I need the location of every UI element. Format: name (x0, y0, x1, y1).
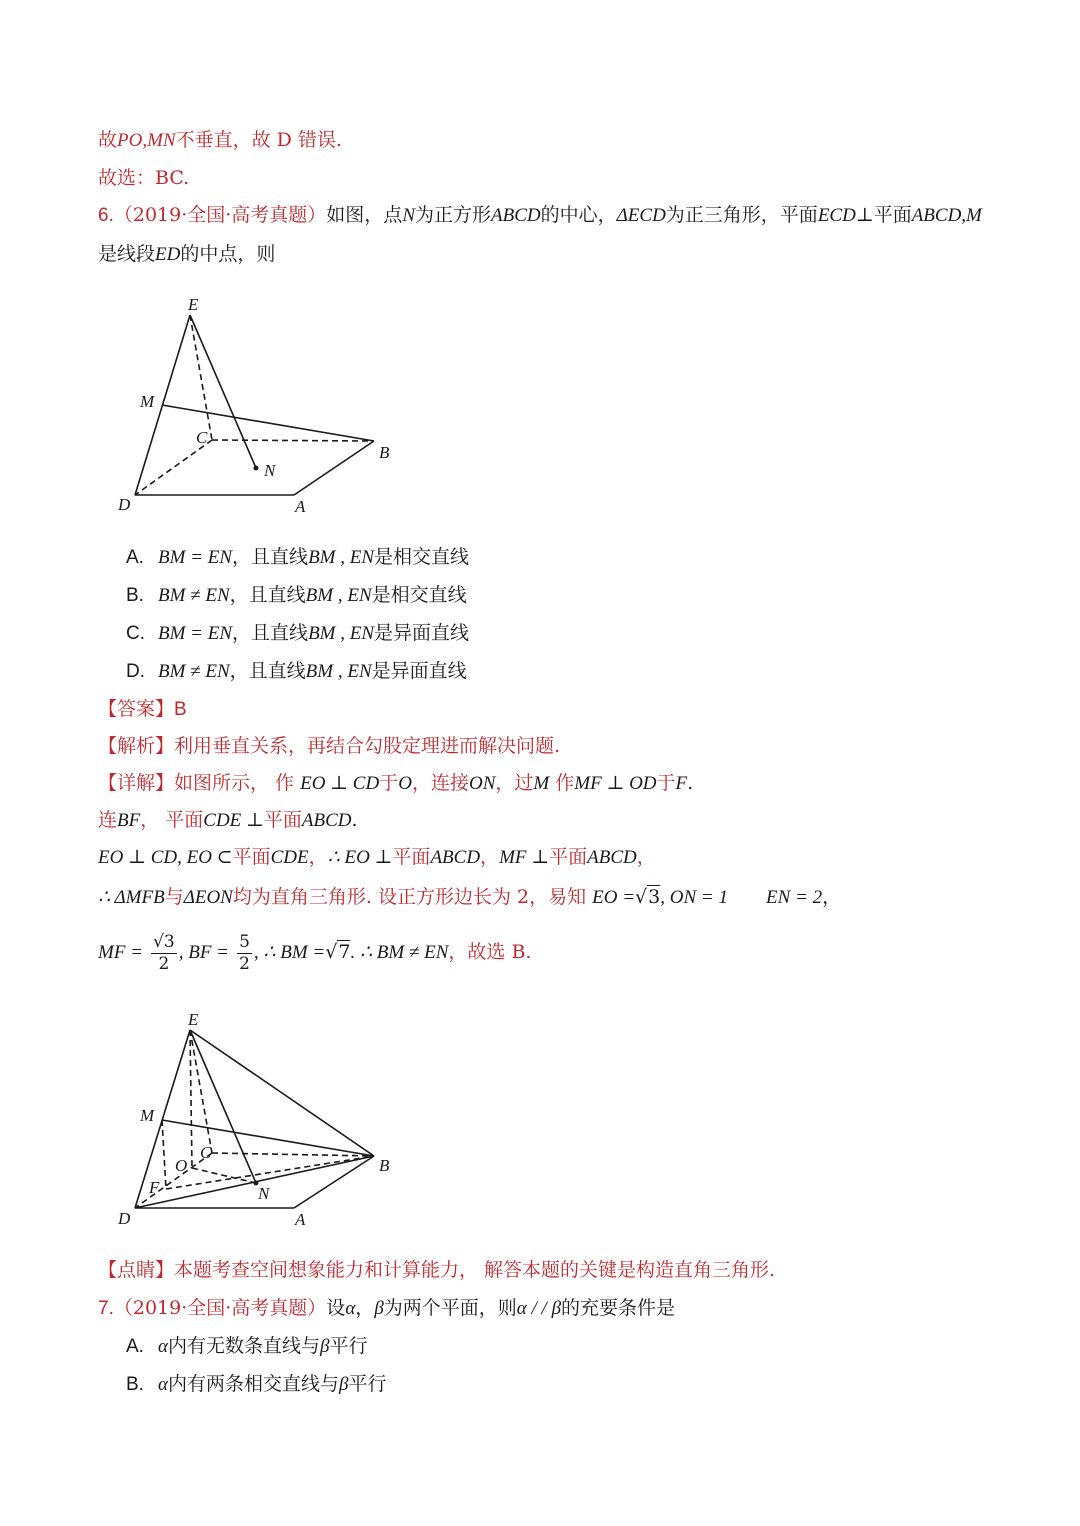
text: ，故选 B. (448, 941, 532, 963)
denominator: 2 (239, 953, 250, 974)
text: ， 平面 (140, 809, 204, 831)
text: ， (308, 846, 328, 868)
comment-text: 本题考查空间想象能力和计算能力， 解答本题的关键是构造直角三角形. (174, 1259, 776, 1281)
math: BF (117, 810, 141, 831)
math: BM , EN (305, 661, 372, 682)
math: ABCD (587, 847, 637, 868)
analysis-line (98, 732, 560, 760)
text: ，且直线 (232, 546, 309, 568)
label-n: N (264, 461, 276, 480)
text: 平面 (232, 846, 271, 868)
pyramid-figure-1 (100, 290, 420, 520)
text: 如图所示， 作 (174, 772, 295, 794)
label-b: B (379, 1156, 390, 1175)
question-6-line-1 (98, 201, 982, 230)
option-letter: A. (126, 1336, 144, 1357)
text: ， (480, 846, 500, 868)
text: 为两个平面，则 (383, 1297, 517, 1319)
sqrt-sign: √ (635, 886, 648, 908)
label-d: D (118, 1209, 131, 1228)
math: α (345, 1298, 356, 1319)
text: 平面 (392, 846, 431, 868)
text: ， (355, 1297, 375, 1319)
detail-line-2 (98, 806, 358, 835)
fraction (237, 931, 252, 974)
text: 平行 (329, 1335, 368, 1357)
math: ΔEON (183, 887, 233, 908)
text: ，过 (495, 772, 534, 794)
math: , BF = (178, 942, 230, 963)
math: EO ⊥ CD, EO ⊂ (98, 847, 233, 868)
math: 3 (648, 886, 661, 908)
label-d: D (118, 495, 131, 514)
math: ∴ EO ⊥ (327, 847, 393, 868)
math: ΔECD (616, 205, 666, 226)
math: α (158, 1374, 168, 1395)
math: CDE (270, 847, 309, 868)
text: ，连接 (411, 772, 469, 794)
math: BM , EN (305, 585, 372, 606)
math: BM , EN (308, 547, 375, 568)
numerator: √3 (153, 931, 175, 952)
question-6-line-2 (98, 240, 275, 269)
comment-line (98, 1256, 775, 1284)
detail-line-5 (98, 930, 531, 975)
label-b: B (379, 443, 390, 462)
choice-line (98, 164, 189, 192)
math: ∴ ΔMFB (98, 887, 165, 908)
math: O (398, 773, 412, 794)
label-a: A (295, 497, 306, 516)
math: MF ⊥ (499, 847, 550, 868)
text: 是线段 (98, 243, 156, 265)
text: 平面 (873, 204, 912, 226)
text: 是相交直线 (374, 546, 470, 568)
point-n (254, 466, 259, 471)
text: 平面 (549, 846, 588, 868)
answer-line (98, 695, 187, 724)
edge (166, 1156, 374, 1189)
analysis-label: 【解析】 (98, 735, 175, 757)
option-letter: C. (126, 623, 145, 644)
math: β (320, 1336, 330, 1357)
comment-label: 【点睛】 (98, 1259, 175, 1281)
label-e: E (188, 1010, 199, 1029)
edge (212, 440, 374, 441)
math: α / / β (516, 1298, 562, 1319)
edge (162, 1120, 166, 1189)
math: M (533, 773, 550, 794)
option-c (126, 619, 469, 648)
question-number: 7. (98, 1298, 114, 1319)
math: F (675, 773, 688, 794)
text: ，且直线 (232, 622, 309, 644)
math: BM , EN (308, 623, 375, 644)
math: , ∴ BM = (253, 942, 326, 963)
math: ABCD (491, 205, 541, 226)
text: 的中心， (540, 204, 617, 226)
math: EO = (592, 887, 636, 908)
text: 是相交直线 (371, 584, 467, 606)
math: EO ⊥ CD (300, 773, 380, 794)
text: 为正方形 (415, 204, 492, 226)
text: 平面 (263, 809, 302, 831)
detail-label: 【详解】 (98, 772, 175, 794)
label-o: O (175, 1156, 188, 1175)
math: ABCD,M (911, 205, 982, 226)
option-letter: B. (126, 1374, 144, 1395)
text: 的充要条件是 (561, 1297, 676, 1319)
option-d (126, 657, 467, 686)
label-a: A (295, 1210, 306, 1229)
text: 故 (98, 129, 118, 151)
text: 平行 (348, 1373, 387, 1395)
text: ，且直线 (229, 584, 306, 606)
text: ， (636, 846, 656, 868)
label-c: C (200, 1143, 212, 1162)
math: 7 (338, 941, 351, 963)
edge (135, 440, 212, 495)
detail-line-3 (98, 843, 656, 872)
text: 于 (379, 772, 399, 794)
text: 是异面直线 (374, 622, 470, 644)
math: BM = EN (158, 547, 233, 568)
label-n: N (258, 1184, 270, 1203)
label-m: M (140, 1106, 155, 1125)
text: 内有两条相交直线与 (167, 1373, 339, 1395)
numerator: 5 (239, 931, 250, 952)
math: ABCD (301, 810, 352, 831)
text: ，且直线 (229, 660, 306, 682)
text: 作 (555, 772, 575, 794)
edge (162, 405, 374, 441)
option-letter: B. (126, 585, 144, 606)
math: BM = EN (158, 623, 233, 644)
text: 连 (98, 809, 118, 831)
answer-label: 【答案】 (98, 698, 175, 720)
sqrt-sign: √ (325, 941, 338, 963)
text: . (687, 772, 694, 794)
math: α (158, 1336, 168, 1357)
analysis-text: 利用垂直关系，再结合勾股定理进而解决问题. (174, 735, 561, 757)
math: CDE ⊥ (203, 810, 264, 831)
text: ， (822, 886, 842, 908)
math: MF ⊥ OD (574, 773, 657, 794)
pyramid-figure-2 (100, 1008, 420, 1238)
text: 故选：BC. (98, 167, 190, 189)
edge (190, 315, 212, 440)
text: 设 (326, 1297, 346, 1319)
edge (294, 1156, 374, 1208)
edge (162, 1120, 374, 1156)
answer-value: B (174, 699, 187, 720)
conclusion-line (98, 126, 342, 155)
math: ⊥ (855, 204, 874, 226)
math: MN (147, 130, 176, 151)
label-m: M (140, 392, 155, 411)
text: 均为直角三角形. 设正方形边长为 2，易知 (232, 886, 587, 908)
label-c: C (196, 428, 208, 447)
detail-line-1 (98, 769, 693, 798)
denominator: 2 (158, 953, 170, 974)
question-7-line (98, 1294, 675, 1323)
label-e: E (188, 295, 199, 314)
math: , (142, 130, 148, 151)
option-b (126, 581, 467, 610)
edge (212, 1153, 374, 1156)
text: 不垂直，故 D 错误. (175, 129, 342, 151)
text: 于 (656, 772, 676, 794)
math: BM ≠ EN (158, 585, 230, 606)
text: 为正三角形，平面 (665, 204, 818, 226)
q7-option-b (126, 1370, 386, 1399)
text: . (351, 809, 358, 831)
option-a (126, 543, 469, 572)
math: ED (155, 244, 181, 265)
math: , ON = 1 (660, 887, 728, 908)
text: 内有无数条直线与 (167, 1335, 320, 1357)
detail-line-4 (98, 883, 841, 912)
math: PO (117, 130, 143, 151)
math: β (339, 1374, 349, 1395)
option-letter: D. (126, 661, 145, 682)
text: 的中点，则 (180, 243, 276, 265)
question-source: （2019·全国·高考真题） (113, 204, 327, 226)
math: BM ≠ EN (158, 661, 230, 682)
math: . ∴ BM ≠ EN (350, 942, 449, 963)
math: EN = 2 (766, 887, 823, 908)
q7-option-a (126, 1332, 367, 1361)
question-source: （2019·全国·高考真题） (113, 1297, 327, 1319)
text: 与 (164, 886, 184, 908)
math: ABCD (430, 847, 481, 868)
label-f: F (149, 1178, 160, 1197)
edge (190, 1030, 192, 1168)
edge (190, 1030, 212, 1153)
math: ECD (817, 205, 856, 226)
option-letter: A. (126, 547, 144, 568)
math: N (402, 205, 415, 226)
math: MF = (98, 942, 144, 963)
fraction (151, 931, 177, 974)
edge (294, 441, 374, 495)
text: 是异面直线 (371, 660, 467, 682)
math: β (374, 1298, 384, 1319)
text: 如图，点 (326, 204, 403, 226)
question-number: 6. (98, 205, 114, 226)
math: ON (468, 773, 496, 794)
